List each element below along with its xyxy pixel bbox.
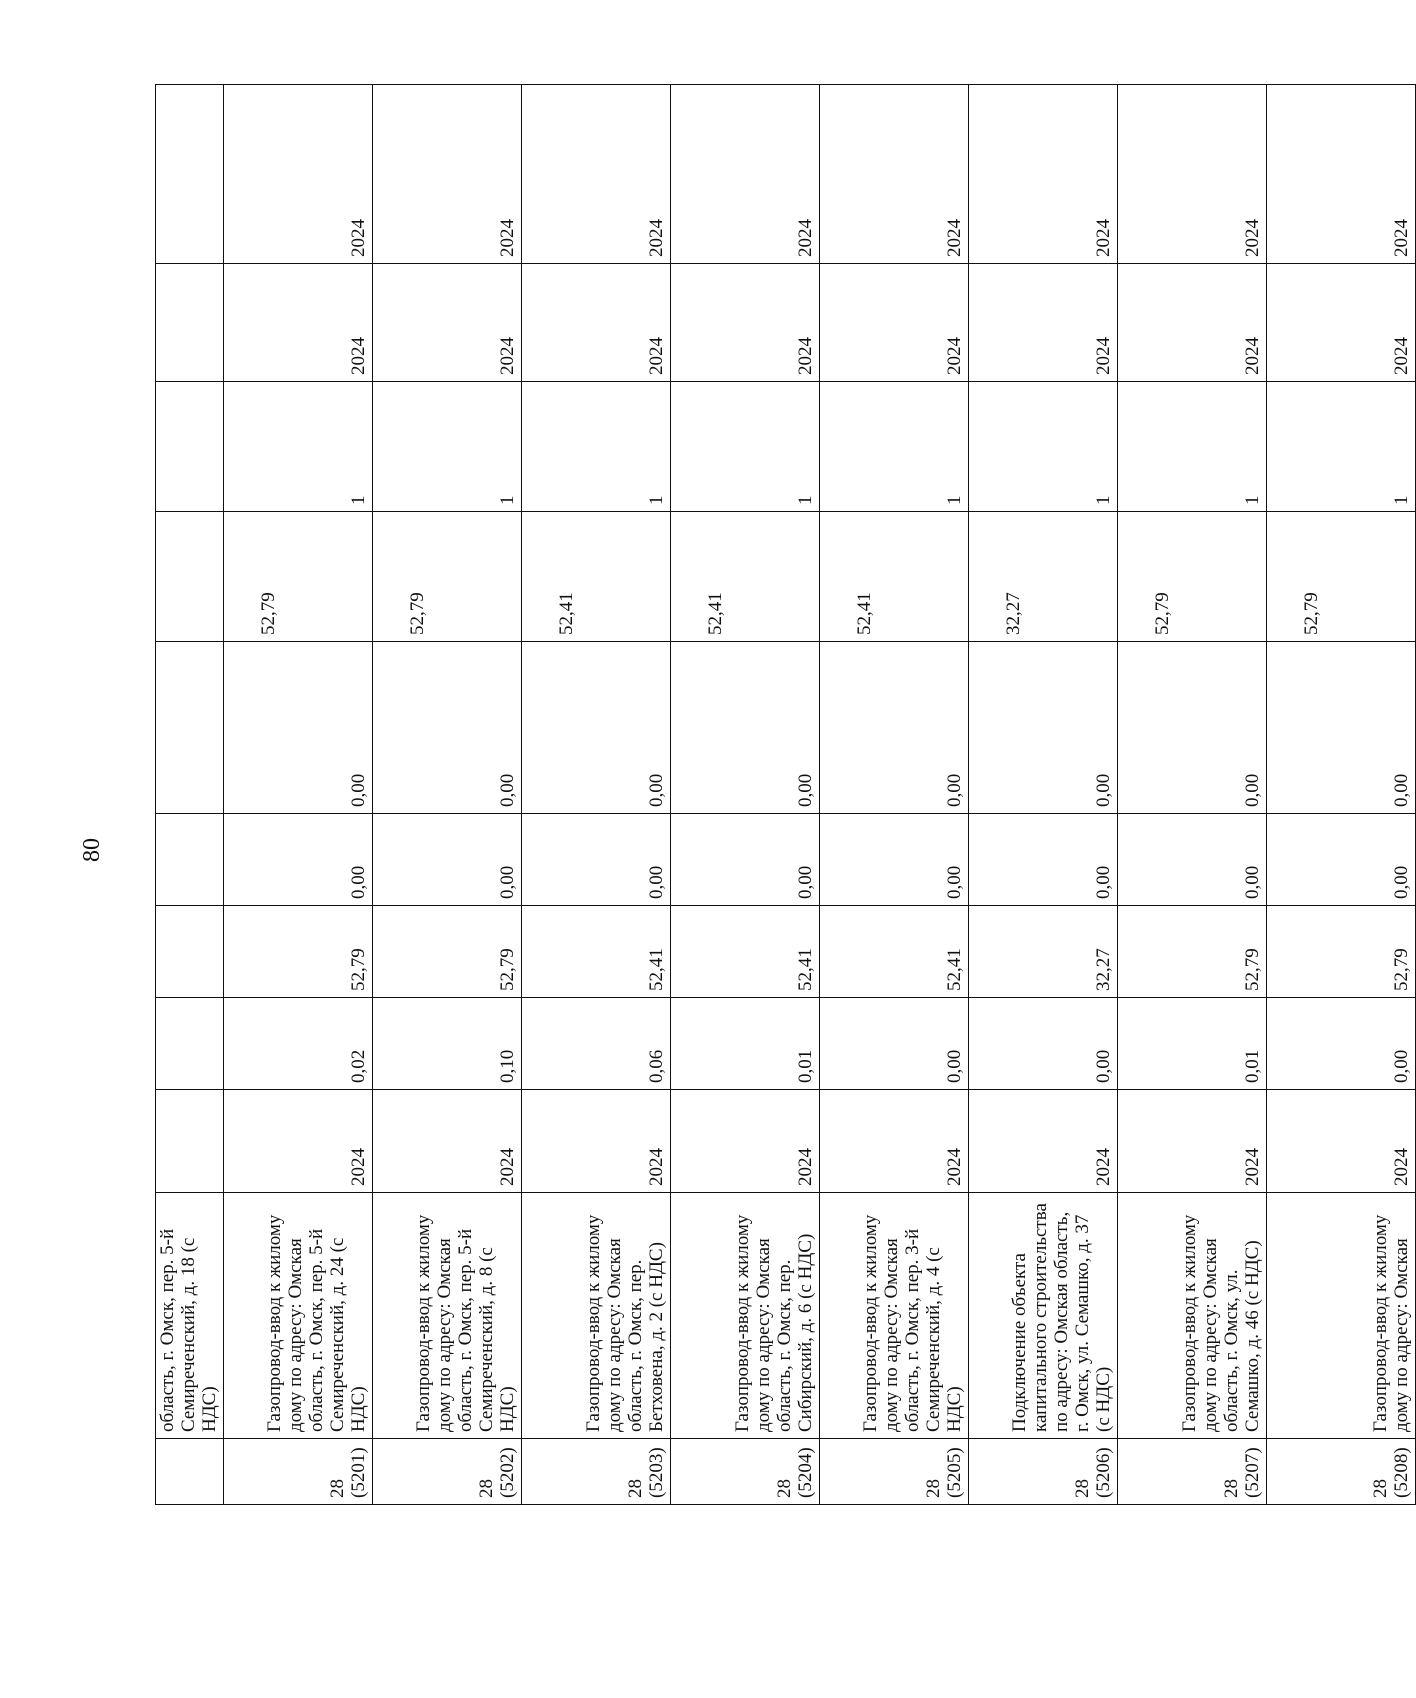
cell-year-3: 2024 [522,85,671,264]
cell-value-2: 52,41 [820,906,969,998]
cell-value-5: 52,79 [1118,512,1267,642]
cell-quantity: 1 [522,382,671,512]
cell-year-2: 2024 [1118,264,1267,382]
cell-value-3: 0,00 [671,814,820,906]
table-row [969,85,1118,1505]
cell-empty [156,512,224,642]
cell-value-4: 0,00 [224,642,373,814]
cell-row-number: 28 (5208) [1267,1439,1416,1505]
cell-object-name: область, г. Омск, пер. 5-й Семиреченский, д. 18 (с НДС) [156,1193,224,1439]
cell-year: 2024 [671,1090,820,1193]
cell-quantity: 1 [373,382,522,512]
cell-value-4: 0,00 [969,642,1118,814]
cell-value-3: 0,00 [969,814,1118,906]
investment-table [155,84,1416,1505]
cell-value-2: 52,79 [1267,906,1416,998]
cell-object-name: Газопровод-ввод к жилому дому по адресу: Омская область, г. Омск, пер. Бетховена, д. 2 (с НДС) [522,1193,671,1439]
cell-year: 2024 [1267,1090,1416,1193]
cell-value-5: 52,79 [373,512,522,642]
cell-year: 2024 [522,1090,671,1193]
cell-quantity: 1 [1267,382,1416,512]
cell-empty [156,906,224,998]
table-row [522,85,671,1505]
cell-value-4: 0,00 [373,642,522,814]
cell-quantity: 1 [224,382,373,512]
cell-row-number: 28 (5206) [969,1439,1118,1505]
cell-year-2: 2024 [1267,264,1416,382]
cell-value-2: 52,79 [1118,906,1267,998]
cell-value-2: 32,27 [969,906,1118,998]
cell-value-1: 0,00 [969,998,1118,1090]
table-viewport [155,85,1412,1505]
cell-year: 2024 [969,1090,1118,1193]
cell-value-3: 0,00 [373,814,522,906]
cell-quantity: 1 [969,382,1118,512]
cell-year-2: 2024 [969,264,1118,382]
cell-object-name: Газопровод-ввод к жилому дому по адресу: Омская область, г. Омск, пер. 5-й Семиреченский, д. 8 (с НДС) [373,1193,522,1439]
cell-row-number: 28 (5205) [820,1439,969,1505]
cell-object-name: Газопровод-ввод к жилому дому по адресу: Омская область, г. Омск, пер. 5-й Семиреченский, д. 24 (с НДС) [224,1193,373,1439]
cell-year: 2024 [1118,1090,1267,1193]
cell-value-2: 52,41 [522,906,671,998]
cell-value-4: 0,00 [820,642,969,814]
cell-row-number: 28 (5203) [522,1439,671,1505]
landscape-sheet [155,85,1412,1505]
table-row [820,85,969,1505]
cell-value-4: 0,00 [671,642,820,814]
cell-object-name: Газопровод-ввод к жилому дому по адресу: Омская область, г. Омск, ул. Семашко, д. 46 (с НДС) [1118,1193,1267,1439]
cell-year-3: 2024 [820,85,969,264]
cell-empty [156,85,224,264]
cell-row-number: 28 (5201) [224,1439,373,1505]
cell-value-5: 52,79 [1267,512,1416,642]
cell-value-1: 0,10 [373,998,522,1090]
cell-empty [156,1090,224,1193]
cell-empty [156,814,224,906]
cell-year-2: 2024 [671,264,820,382]
cell-year-3: 2024 [224,85,373,264]
cell-value-5: 52,41 [820,512,969,642]
cell-value-1: 0,06 [522,998,671,1090]
cell-row-number: 28 (5207) [1118,1439,1267,1505]
cell-value-3: 0,00 [1267,814,1416,906]
table-row [373,85,522,1505]
cell-year: 2024 [373,1090,522,1193]
cell-value-3: 0,00 [1118,814,1267,906]
cell-year: 2024 [224,1090,373,1193]
cell-quantity: 1 [820,382,969,512]
cell-value-1: 0,00 [820,998,969,1090]
cell-value-2: 52,79 [373,906,522,998]
cell-quantity: 1 [1118,382,1267,512]
cell-empty [156,998,224,1090]
table-row [1118,85,1267,1505]
cell-value-5: 32,27 [969,512,1118,642]
cell-year-2: 2024 [224,264,373,382]
cell-value-4: 0,00 [522,642,671,814]
cell-value-2: 52,41 [671,906,820,998]
cell-value-1: 0,02 [224,998,373,1090]
page-number: 80 [78,838,105,862]
cell-quantity: 1 [671,382,820,512]
table-row [1267,85,1416,1505]
cell-empty [156,264,224,382]
cell-value-3: 0,00 [224,814,373,906]
cell-row-number: 28 (5204) [671,1439,820,1505]
cell-value-3: 0,00 [522,814,671,906]
cell-row-number: 28 (5202) [373,1439,522,1505]
cell-empty [156,382,224,512]
cell-value-5: 52,79 [224,512,373,642]
cell-value-1: 0,00 [1267,998,1416,1090]
cell-value-5: 52,41 [522,512,671,642]
table-row [671,85,820,1505]
table-row-continuation [156,85,224,1505]
cell-year-3: 2024 [373,85,522,264]
cell-year-3: 2024 [969,85,1118,264]
cell-value-4: 0,00 [1267,642,1416,814]
cell-object-name: Подключение объекта капитального строительства по адресу: Омская область, г. Омск, ул. Семашко, д. 37 (с НДС) [969,1193,1118,1439]
cell-object-name: Газопровод-ввод к жилому дому по адресу: Омская [1267,1193,1416,1439]
cell-empty [156,642,224,814]
cell-year-3: 2024 [1267,85,1416,264]
cell-value-3: 0,00 [820,814,969,906]
cell-value-4: 0,00 [1118,642,1267,814]
cell-value-5: 52,41 [671,512,820,642]
cell-year-3: 2024 [1118,85,1267,264]
cell-year-3: 2024 [671,85,820,264]
cell-value-2: 52,79 [224,906,373,998]
cell-value-1: 0,01 [1118,998,1267,1090]
cell-year: 2024 [820,1090,969,1193]
cell-object-name: Газопровод-ввод к жилому дому по адресу: Омская область, г. Омск, пер. 3-й Семиреченский, д. 4 (с НДС) [820,1193,969,1439]
table-body [156,85,1416,1505]
table-row [224,85,373,1505]
cell-num [156,1439,224,1505]
cell-year-2: 2024 [373,264,522,382]
cell-year-2: 2024 [522,264,671,382]
cell-value-1: 0,01 [671,998,820,1090]
cell-year-2: 2024 [820,264,969,382]
cell-object-name: Газопровод-ввод к жилому дому по адресу: Омская область, г. Омск, пер. Сибирский, д. 6 (с НДС) [671,1193,820,1439]
